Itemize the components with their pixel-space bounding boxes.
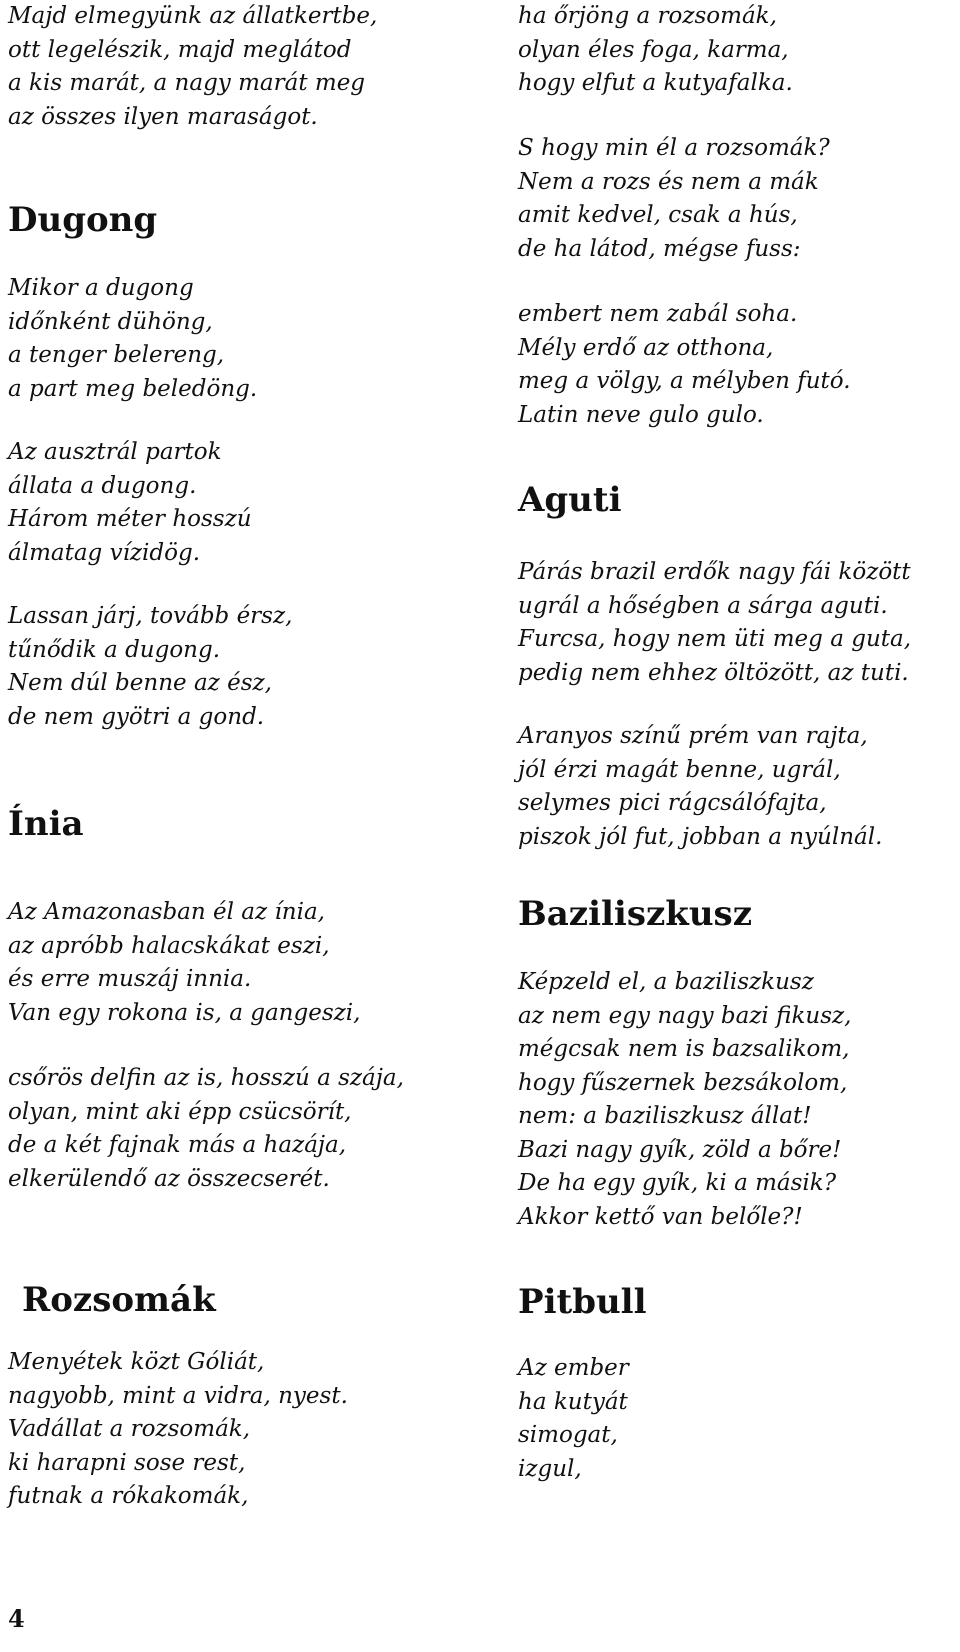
poem-line: az apróbb halacskákat eszi, (8, 932, 330, 959)
poem-line: Lassan járj, tovább érsz, (8, 603, 293, 629)
poem-line: a part meg beledöng. (8, 375, 258, 402)
inia-stanza-1 (8, 896, 360, 1030)
poem-line: futnak a rókakomák, (8, 1483, 249, 1509)
poem-line: S hogy min él a rozsomák? (518, 135, 830, 161)
poem-line: de ha látod, mégse fuss: (518, 235, 801, 262)
rozsomak-stanza-3 (518, 132, 830, 266)
poem-line: ha őrjöng a rozsomák, (518, 3, 777, 29)
poem-line: izgul, (518, 1455, 582, 1482)
poem-title-inia: Ínia (8, 804, 84, 844)
poem-line: hogy elfut a kutyafalka. (518, 70, 793, 96)
poem-title-pitbull: Pitbull (518, 1282, 647, 1322)
poem-line: nagyobb, mint a vidra, nyest. (8, 1382, 348, 1409)
poem-line: Mikor a dugong (8, 275, 194, 301)
poem-line: nem: a baziliszkusz állat! (518, 1103, 812, 1129)
poem-line: simogat, (518, 1422, 618, 1448)
poem-line: olyan éles foga, karma, (518, 36, 789, 63)
aguti-stanza-1 (518, 556, 911, 690)
poem-line: Az ember (518, 1355, 629, 1381)
poem-line: olyan, mint aki épp csücsörít, (8, 1098, 352, 1125)
dugong-stanza-2 (8, 436, 252, 570)
poem-line: jól érzi magát benne, ugrál, (518, 756, 841, 783)
poem-line: ha kutyát (518, 1388, 628, 1415)
poem-line: állata a dugong. (8, 472, 197, 499)
poem-line: a kis marát, a nagy marát meg (8, 70, 366, 96)
poem-line: ki harapni sose rest, (8, 1449, 246, 1476)
poem-line: Nem a rozs és nem a mák (518, 168, 819, 195)
poem-line: meg a völgy, a mélyben futó. (518, 368, 851, 394)
poem-title-baziliszkusz: Baziliszkusz (518, 894, 752, 934)
poem-line: az nem egy nagy bazi fikusz, (518, 1002, 852, 1029)
poem-line: elkerülendő az összecserét. (8, 1165, 330, 1192)
poem-line: Majd elmegyünk az állatkertbe, (8, 3, 378, 29)
poem-line: De ha egy gyík, ki a másik? (518, 1170, 837, 1196)
poem-line: pedig nem ehhez öltözött, az tuti. (518, 659, 909, 686)
poem-line: Vadállat a rozsomák, (8, 1416, 251, 1442)
aguti-stanza-2 (518, 720, 882, 854)
poem-line: álmatag vízidög. (8, 539, 201, 566)
pitbull-stanza-1 (518, 1352, 629, 1486)
poem-line: Menyétek közt Góliát, (8, 1349, 265, 1375)
poem-line: Három méter hosszú (8, 506, 252, 532)
poem-line: és erre muszáj innia. (8, 966, 252, 992)
poem-line: Aranyos színű prém van rajta, (518, 723, 868, 749)
poem-line: Latin neve gulo gulo. (518, 401, 764, 428)
poem-line: selymes pici rágcsálófajta, (518, 790, 827, 816)
poem-line: hogy fűszernek bezsákolom, (518, 1069, 848, 1096)
poem-line: Párás brazil erdők nagy fái között (518, 559, 911, 585)
poem-title-aguti: Aguti (518, 480, 622, 520)
poem-line: ugrál a hőségben a sárga aguti. (518, 592, 888, 619)
poem-line: de nem gyötri a gond. (8, 703, 265, 730)
page-number: 4 (8, 1604, 25, 1633)
poem-line: ott legelészik, majd meglátod (8, 36, 352, 63)
poem-line: Van egy rokona is, a gangeszi, (8, 999, 361, 1026)
poem-line: Az ausztrál partok (8, 439, 222, 465)
poem-line: piszok jól fut, jobban a nyúlnál. (518, 823, 883, 850)
poem-line: Mély erdő az otthona, (518, 334, 774, 361)
poem-line: de a két fajnak más a hazája, (8, 1132, 347, 1158)
rozsomak-stanza-4 (518, 298, 851, 432)
poem-line: mégcsak nem is bazsalikom, (518, 1036, 850, 1062)
poem-line: időnként dühöng, (8, 308, 213, 335)
poem-line: embert nem zabál soha. (518, 301, 798, 327)
poem-line: Furcsa, hogy nem üti meg a guta, (518, 626, 912, 652)
dugong-stanza-1 (8, 272, 257, 406)
poem-line: amit kedvel, csak a hús, (518, 202, 798, 228)
poem-title-dugong: Dugong (8, 200, 158, 240)
poem-line: Az Amazonasban él az ínia, (8, 899, 325, 925)
intro-stanza (8, 0, 377, 134)
poem-line: Nem dúl benne az ész, (8, 670, 272, 696)
poem-line: Akkor kettő van belőle?! (518, 1203, 803, 1230)
rozsomak-stanza-2 (518, 0, 793, 101)
poem-line: a tenger belereng, (8, 342, 225, 368)
poem-line: Bazi nagy gyík, zöld a bőre! (518, 1136, 842, 1163)
baziliszkusz-stanza-1 (518, 966, 851, 1234)
poem-line: tűnődik a dugong. (8, 636, 221, 663)
inia-stanza-2 (8, 1062, 404, 1196)
poem-line: az összes ilyen maraságot. (8, 103, 318, 130)
rozsomak-stanza-1 (8, 1346, 348, 1514)
poem-line: csőrös delfin az is, hosszú a szája, (8, 1065, 404, 1091)
poem-line: Képzeld el, a baziliszkusz (518, 969, 814, 995)
poem-title-rozsomak: Rozsomák (22, 1280, 216, 1320)
dugong-stanza-3 (8, 600, 292, 734)
